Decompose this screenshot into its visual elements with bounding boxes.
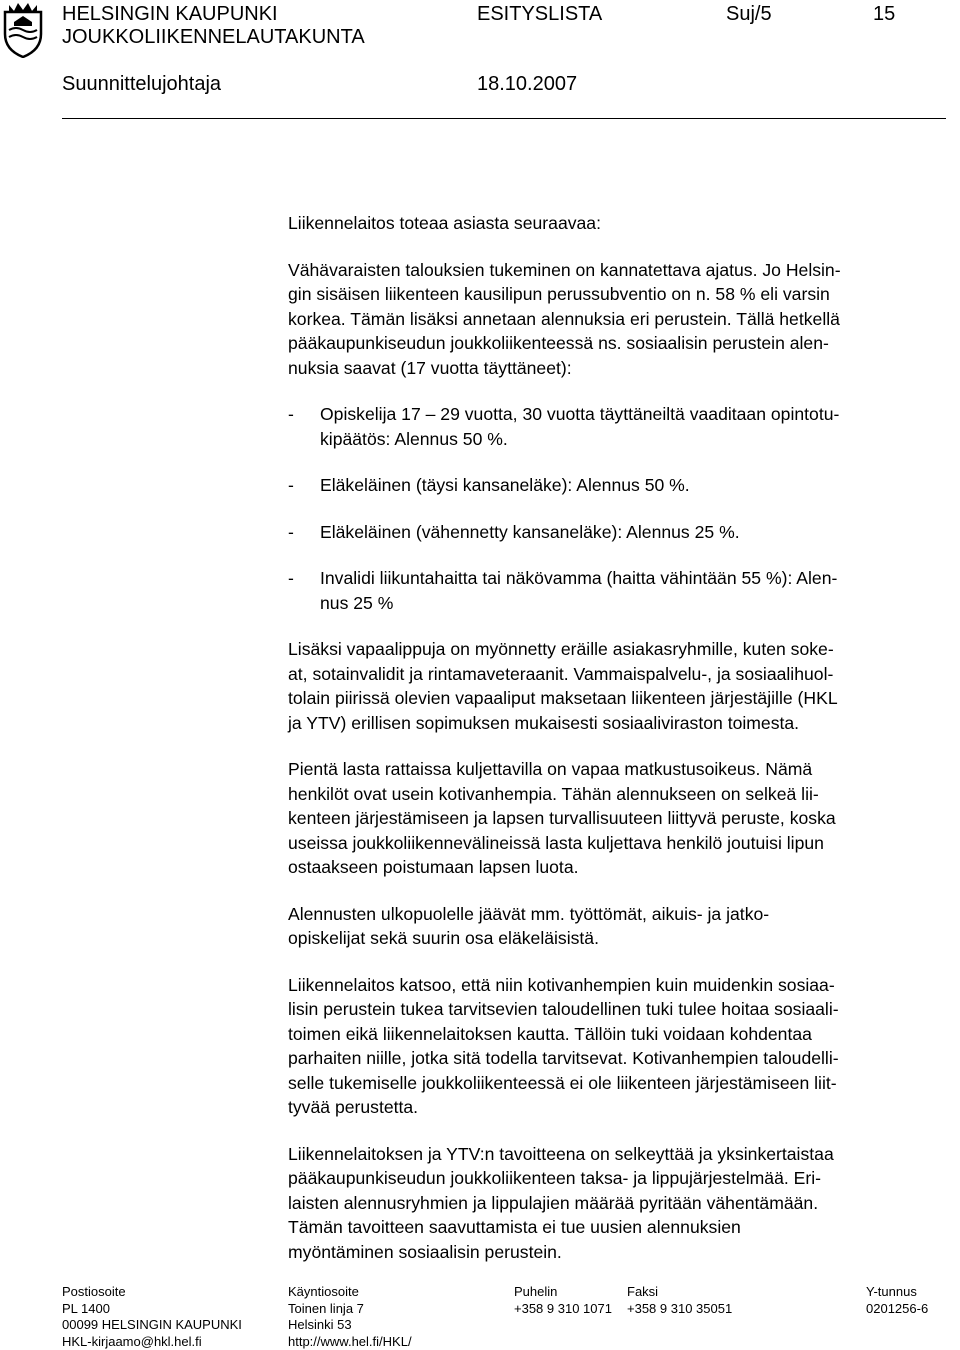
list-marker: - [288,566,294,591]
paragraph-excluded: Alennusten ulkopuolelle jäävät mm. työttömät, aikuis- ja jatko- opiskelijat sekä suurin osa eläkeläisistä. [288,902,948,951]
header-divider [62,118,946,119]
footer-business-id-value: 0201256-6 [866,1301,928,1318]
footer-postal-city: 00099 HELSINGIN KAUPUNKI [62,1317,242,1334]
page-number: 15 [873,2,895,26]
footer-visit-city: Helsinki 53 [288,1317,412,1334]
document-date: 18.10.2007 [477,72,577,96]
paragraph-social-support: Liikennelaitos katsoo, että niin kotivanhempien kuin muidenkin sosiaa- lisin perustein tukea tarvitsevien taloudellinen tuki tulee hoitaa sosiaali- toimen eikä liikennelaitoksen kautta. Tällöin tuki voidaan kohdentaa parhaiten niille, jotka sitä todella tarvitsevat. Kotivanhempien taloudelli- selle tukemiselle joukkoliikenteessä ei ole liikenteen järjestämiseen liit- tyvää perustetta. [288,973,948,1120]
paragraph-free-tickets: Lisäksi vapaalippuja on myönnetty eräille asiakasryhmille, kuten soke- at, sotainvalidit ja rintamaveteraanit. Vammaispalvelu-, ja sosiaalihuol- tolain piirissä olevien vapaaliput maksetaan liikenteen järjestäjille (HKL ja YTV) erillisen sopimuksen mukaisesti sosiaaliviraston toimesta. [288,637,948,735]
list-item: - Eläkeläinen (täysi kansaneläke): Alennus 50 %. [288,473,948,498]
footer-email-link[interactable]: HKL-kirjaamo@hkl.hel.fi [62,1334,242,1350]
helsinki-coat-of-arms-icon [0,0,46,58]
list-marker: - [288,473,294,498]
footer-label: Postiosoite [62,1284,242,1301]
list-item: - Eläkeläinen (vähennetty kansaneläke): Alennus 25 %. [288,520,948,545]
footer-business-id [866,1284,928,1317]
footer-postal-box: PL 1400 [62,1301,242,1318]
footer-label: Käyntiosoite [288,1284,412,1301]
committee-name: JOUKKOLIIKENNELAUTAKUNTA [62,25,365,49]
document-body [288,211,948,1264]
footer-label: Y-tunnus [866,1284,928,1301]
list-marker: - [288,520,294,545]
paragraph-stroller: Pientä lasta rattaissa kuljettavilla on vapaa matkustusoikeus. Nämä henkilöt ovat usein kotivanhempia. Tähän alennukseen on selkeä lii- kenteen järjestämiseen ja lapsen turvallisuuteen liittyvä peruste, koska useissa joukkoliikennevälineissä lasta kuljettava henkilö joutuisi lipun ostaakseen poistumaan lapsen luota. [288,757,948,880]
footer-label: Puhelin [514,1284,612,1301]
list-marker: - [288,402,294,427]
list-item: - Opiskelija 17 – 29 vuotta, 30 vuotta täyttäneiltä vaaditaan opintotu- kipäätös: Alennus 50 %. [288,402,948,451]
footer-visit-street: Toinen linja 7 [288,1301,412,1318]
footer-fax-number: +358 9 310 35051 [627,1301,732,1318]
footer-phone [514,1284,612,1317]
footer-visiting-address [288,1284,412,1350]
paragraph-goal: Liikennelaitoksen ja YTV:n tavoitteena on selkeyttää ja yksinkertaistaa pääkaupunkiseudun joukkoliikenteen taksa- ja lippujärjestelmää. Eri- laisten alennusryhmien ja lippulajien määrää pyritään vähentämään. Tämän tavoitteen saavuttamista ei tue uusien alennuksien myöntäminen sosiaalisin perustein. [288,1142,948,1265]
author-title: Suunnittelujohtaja [62,72,221,96]
footer-postal-address [62,1284,242,1350]
section-code: Suj/5 [726,2,772,26]
intro-paragraph: Liikennelaitos toteaa asiasta seuraavaa: [288,211,948,236]
footer-phone-number: +358 9 310 1071 [514,1301,612,1318]
paragraph-support: Vähävaraisten talouksien tukeminen on kannatettava ajatus. Jo Helsin- gin sisäisen liikenteen kausilipun perussubventio on n. 58 % eli varsin korkea. Tämän lisäksi annetaan alennuksia eri perustein. Tällä hetkellä pääkaupunkiseudun joukkoliikenteessä ns. sosiaalisin perustein alen- nuksia saavat (17 vuotta täyttäneet): [288,258,948,381]
document-type: ESITYSLISTA [477,2,602,26]
list-item: - Invalidi liikuntahaitta tai näkövamma (haitta vähintään 55 %): Alen- nus 25 % [288,566,948,615]
footer-website-link[interactable]: http://www.hel.fi/HKL/ [288,1334,412,1350]
organization-name: HELSINGIN KAUPUNKI [62,2,278,26]
footer-fax [627,1284,732,1317]
footer-label: Faksi [627,1284,732,1301]
